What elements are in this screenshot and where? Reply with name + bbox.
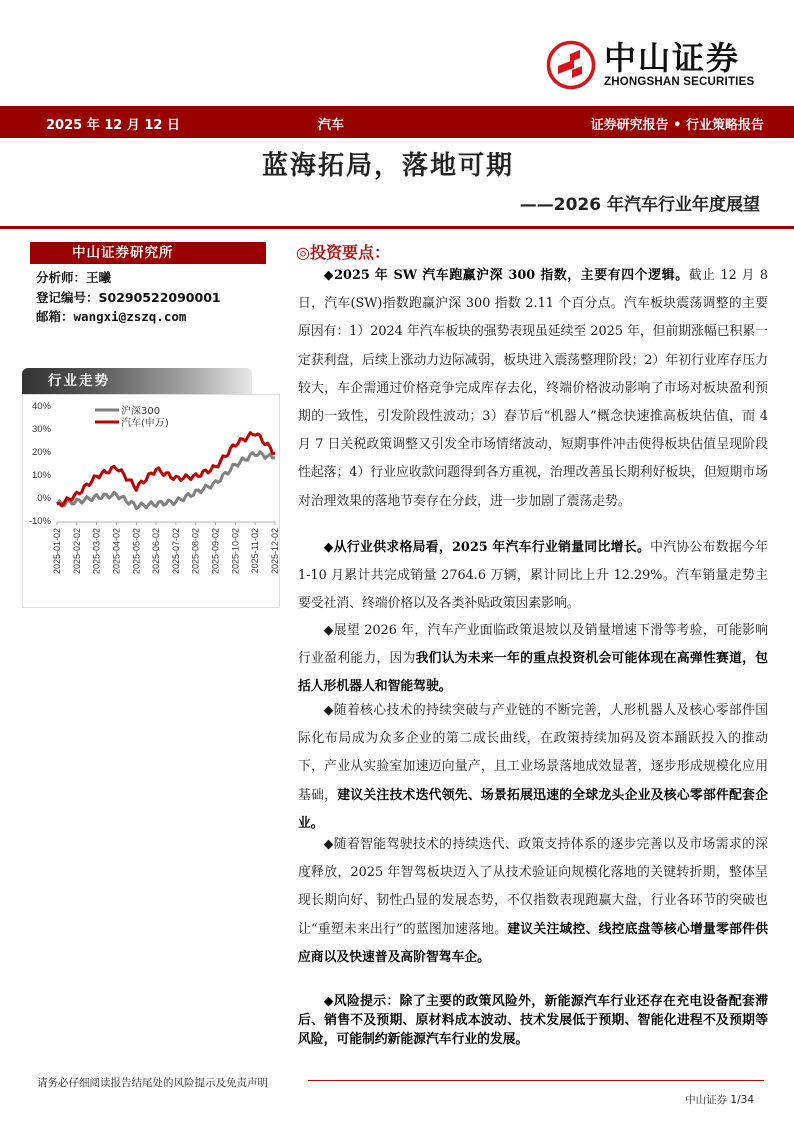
svg-text:汽车(申万): 汽车(申万) bbox=[121, 418, 169, 429]
key-points-title: ◎投资要点： bbox=[296, 243, 390, 262]
key-point-4 bbox=[298, 697, 768, 838]
key-point-3-highlight: 我们认为未来一年的重点投资机会可能体现在高弹性赛道，包括人形机器人和智能驾驶。 bbox=[298, 651, 769, 695]
email-line bbox=[36, 307, 186, 325]
report-subtitle: ——2026 年汽车行业年度展望 bbox=[519, 195, 760, 215]
svg-text:2025-02-02: 2025-02-02 bbox=[71, 528, 82, 575]
analyst-label: 分析师： bbox=[36, 270, 87, 285]
report-type: 证券研究报告 • 行业策略报告 bbox=[590, 118, 764, 133]
analyst-line bbox=[36, 268, 111, 286]
svg-text:20%: 20% bbox=[31, 447, 51, 458]
key-point-1-body: 截止 12 月 8 日，汽车(SW)指数跑赢沪深 300 指数 2.11 个百分点。汽车板块震荡调整的主要原因有：1）2024 年汽车板块的强势表现虽延续至 2025 年，但前期涨幅已积累一定获利盘，后续上涨动力边际减弱，板块进入震荡整理阶段；2）年初行业库存压力较大，车企需通过价格竞争完成库存去化，终端价格波动影响了市场对板块盈利预期的一致性，引发阶段性波动；3）春节后“机器人”概念快速推高板块估值，而 4 月 7 日关税政策调整又引发全市场情绪波动，短期事件冲击使得板块估值呈现阶段性起落；4）行业应收款问题得到各方重视，治理改善虽长期利好板块，但短期市场对治理效果的落地节奏存在分歧，进一步加剧了震荡走势。 bbox=[298, 268, 768, 509]
key-point-3-body: ◆展望 2026 年，汽车产业面临政策退坡以及销量增速下滑等考验，可能影响行业盈利能力，因为 bbox=[298, 623, 768, 667]
svg-text:2025-12-02: 2025-12-02 bbox=[270, 528, 280, 575]
svg-text:-10%: -10% bbox=[28, 516, 51, 527]
report-date: 2025 年 12 月 12 日 bbox=[46, 118, 180, 133]
risk-warning bbox=[298, 992, 768, 1049]
report-sector: 汽车 bbox=[318, 118, 345, 133]
logo-en-text: ZHONGSHAN SECURITIES bbox=[604, 76, 755, 88]
key-point-5-body: ◆随着智能驾驶技术的持续迭代、政策支持体系的逐步完善以及市场需求的深度释放，2025 年智驾板块迈入了从技术验证向规模化落地的关键转折期，整体呈现长期向好、韧性凸显的发展态势，不仅指数表现跑赢大盘，行业各环节的突破也让“重塑未来出行”的蓝图加速落地。 bbox=[298, 837, 768, 937]
key-point-1-heading: ◆2025 年 SW 汽车跑赢沪深 300 指数，主要有四个逻辑。 bbox=[323, 268, 689, 283]
key-point-2-body: 中汽协公布数据今年 1-10 月累计共完成销量 2764.6 万辆，累计同比上升 12.29%。汽车销量走势主要受社消、终端价格以及各类补贴政策因素影响。 bbox=[298, 540, 768, 612]
email-label: 邮箱： bbox=[36, 309, 74, 324]
svg-text:2025-10-02: 2025-10-02 bbox=[230, 528, 241, 575]
svg-text:2025-04-02: 2025-04-02 bbox=[111, 528, 122, 575]
svg-text:0%: 0% bbox=[37, 493, 51, 504]
page-number: 中山证券 1/34 bbox=[685, 1094, 754, 1106]
line-chart bbox=[23, 395, 281, 609]
svg-text:2025-08-02: 2025-08-02 bbox=[190, 528, 201, 575]
svg-text:2025-06-02: 2025-06-02 bbox=[151, 528, 162, 575]
svg-text:2025-09-02: 2025-09-02 bbox=[210, 528, 221, 575]
footer-disclaimer: 请务必仔细阅读报告结尾处的风险提示及免责声明 bbox=[37, 1077, 268, 1089]
key-point-4-body: ◆随着核心技术的持续突破与产业链的不断完善，人形机器人及核心零部件国际化布局成为众多企业的第二成长曲线，在政策持续加码及资本踊跃投入的推动下，产业从实验室加速迈向量产，且工业场景落地成效显著，逐步形成规模化应用基础， bbox=[298, 703, 768, 803]
key-point-5 bbox=[298, 831, 768, 972]
registration-label: 登记编号： bbox=[36, 290, 99, 305]
trend-chart-header: 行业走势 bbox=[22, 368, 252, 394]
svg-text:2025-11-02: 2025-11-02 bbox=[250, 528, 261, 574]
key-point-2-heading: ◆从行业供求格局看，2025 年汽车行业销量同比增长。 bbox=[323, 540, 651, 555]
key-point-1 bbox=[298, 262, 768, 516]
report-title: 蓝海拓局，落地可期 bbox=[262, 151, 515, 181]
registration-line bbox=[36, 288, 221, 306]
email-link[interactable]: wangxi@zszq.com bbox=[73, 309, 187, 324]
header-bar bbox=[0, 106, 794, 138]
svg-text:2025-07-02: 2025-07-02 bbox=[170, 528, 181, 575]
svg-text:40%: 40% bbox=[31, 401, 51, 412]
key-point-2 bbox=[298, 534, 768, 619]
svg-text:10%: 10% bbox=[31, 470, 51, 481]
institute-banner: 中山证券研究所 bbox=[30, 242, 266, 264]
registration-number: S0290522090001 bbox=[98, 290, 221, 305]
svg-text:2025-01-02: 2025-01-02 bbox=[52, 528, 62, 575]
title-divider bbox=[0, 226, 794, 229]
trend-chart bbox=[22, 394, 280, 608]
svg-text:2025-03-02: 2025-03-02 bbox=[91, 528, 102, 575]
key-point-5-highlight: 建议关注域控、线控底盘等核心增量零部件供应商以及快速普及高阶智驾车企。 bbox=[298, 921, 768, 965]
zhongshan-logo-icon bbox=[546, 40, 596, 90]
key-point-4-highlight: 建议关注技术迭代领先、场景拓展迅速的全球龙头企业及核心零部件配套企业。 bbox=[298, 787, 769, 831]
svg-text:沪深300: 沪深300 bbox=[121, 406, 161, 417]
logo-cn-text: 中山证券 bbox=[604, 39, 741, 77]
svg-text:2025-05-02: 2025-05-02 bbox=[131, 528, 142, 575]
key-point-3 bbox=[298, 617, 768, 702]
svg-text:30%: 30% bbox=[31, 424, 51, 435]
analyst-name: 王曦 bbox=[86, 270, 112, 285]
company-logo bbox=[546, 36, 771, 94]
footer-divider bbox=[308, 1080, 764, 1081]
risk-warning-text: ◆风险提示：除了主要的政策风险外，新能源汽车行业还存在充电设备配套滞后、销售不及预期、原材料成本波动、技术发展低于预期、智能化进程不及预期等风险，可能制约新能源汽车行业的发展。 bbox=[298, 994, 768, 1047]
